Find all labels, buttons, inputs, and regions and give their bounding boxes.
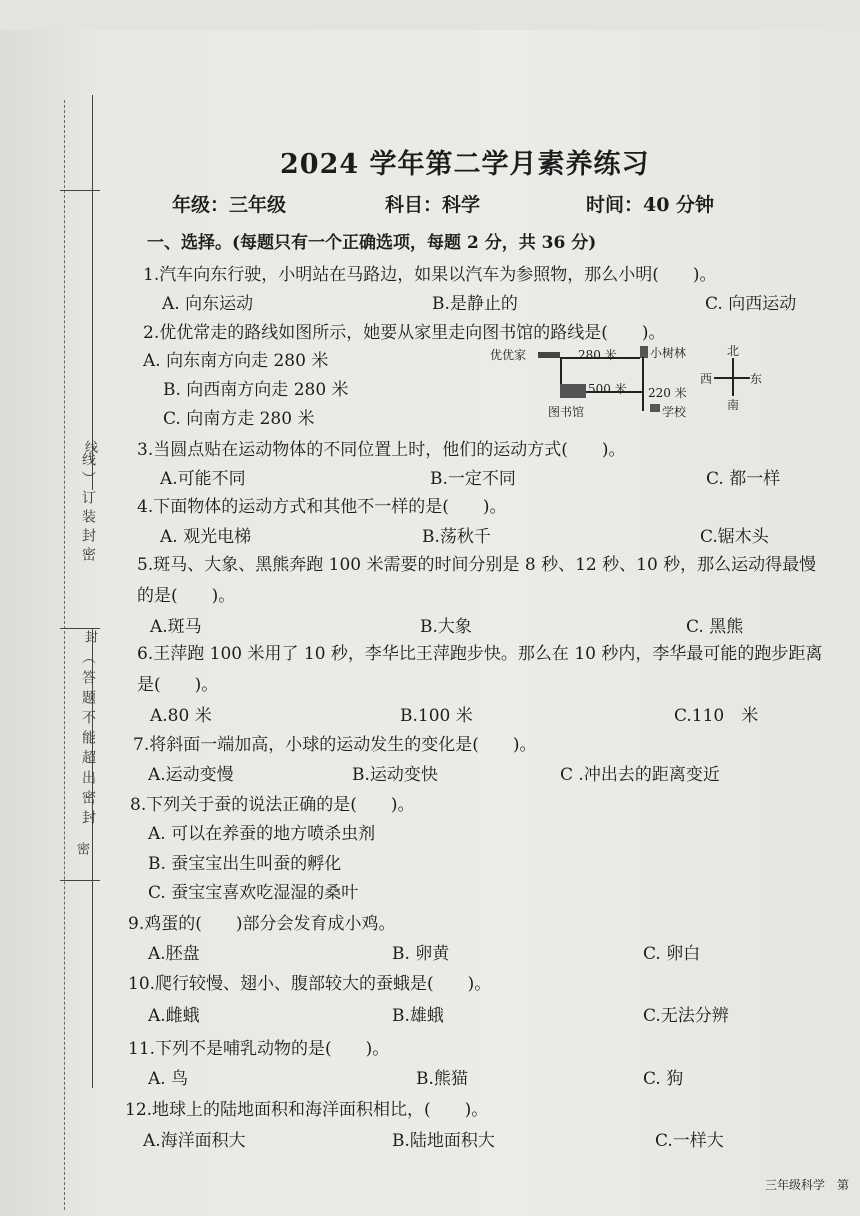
q6-option-b: B.100 米 [400, 706, 473, 726]
question-2: 2.优优常走的路线如图所示，她要从家里走向图书馆的路线是( )。 [143, 323, 666, 343]
margin-tick [60, 628, 100, 629]
q5-option-b: B.大象 [420, 617, 472, 637]
q9-option-a: A.胚盘 [148, 944, 200, 964]
route-down [642, 357, 644, 411]
house-icon [538, 352, 560, 358]
q10-option-c: C.无法分辨 [643, 1006, 729, 1026]
q8-option-c: C. 蚕宝宝喜欢吃湿湿的桑叶 [148, 883, 359, 903]
q10-option-a: A.雌蛾 [148, 1006, 200, 1026]
q9-option-b: B. 卵黄 [392, 944, 450, 964]
library-icon [560, 384, 586, 398]
q6-option-a: A.80 米 [150, 706, 212, 726]
q2-option-a: A. 向东南方向走 280 米 [143, 351, 329, 371]
grade-label: 年级：三年级 [172, 194, 287, 216]
page-footer: 三年级科学 第 [765, 1178, 850, 1192]
map-school-label: 学校 [662, 405, 687, 419]
q6-option-c: C.110 米 [674, 706, 759, 726]
margin-tick [60, 190, 100, 191]
q10-option-b: B.雄蛾 [392, 1006, 444, 1026]
q9-option-c: C. 卵白 [643, 944, 701, 964]
q12-option-a: A.海洋面积大 [143, 1131, 246, 1151]
question-6: 6.王萍跑 100 米用了 10 秒，李华比王萍跑步快。那么在 10 秒内，李华最可能的跑步距离是( )。 [137, 644, 823, 695]
q1-option-a: A. 向东运动 [162, 294, 254, 314]
map-library-label: 图书馆 [548, 405, 585, 419]
margin-line-top [92, 95, 93, 490]
question-10: 10.爬行较慢、翅小、腹部较大的蚕蛾是( )。 [128, 974, 492, 994]
subject-label: 科目：科学 [385, 194, 481, 216]
q7-option-b: B.运动变快 [352, 765, 438, 785]
q11-option-b: B.熊猫 [416, 1069, 468, 1089]
q8-option-a: A. 可以在养蚕的地方喷杀虫剂 [148, 824, 376, 844]
q4-option-a: A. 观光电梯 [160, 527, 252, 547]
compass-ew-axis [714, 377, 750, 379]
compass-east: 东 [750, 372, 763, 386]
q8-option-b: B. 蚕宝宝出生叫蚕的孵化 [148, 854, 342, 874]
time-label: 时间：40 分钟 [586, 194, 715, 216]
margin-label-seal: 封 [82, 630, 97, 643]
question-1: 1.汽车向东行驶，小明站在马路边，如果以汽车为参照物，那么小明( )。 [143, 265, 717, 285]
question-4: 4.下面物体的运动方式和其他不一样的是( )。 [137, 497, 507, 517]
binding-margin [0, 0, 110, 1216]
map-distance-500: 500 米 [588, 382, 627, 396]
question-8: 8.下列关于蚕的说法正确的是( )。 [130, 795, 415, 815]
question-9: 9.鸡蛋的( )部分会发育成小鸡。 [128, 914, 396, 934]
map-distance-280: 280 米 [578, 348, 617, 362]
map-home-label: 优优家 [490, 348, 527, 362]
school-icon [650, 404, 660, 412]
margin-label-secret: 密 [74, 842, 89, 855]
question-3: 3.当圆点贴在运动物体的不同位置上时，他们的运动方式( )。 [137, 440, 626, 460]
q5-option-a: A.斑马 [150, 617, 202, 637]
q12-option-b: B.陆地面积大 [392, 1131, 495, 1151]
q4-option-b: B.荡秋千 [422, 527, 491, 547]
q12-option-c: C.一样大 [655, 1131, 724, 1151]
q11-option-c: C. 狗 [643, 1069, 684, 1089]
question-5: 5.斑马、大象、黑熊奔跑 100 米需要的时间分别是 8 秒、12 秒、10 秒，那么运动得最慢的是( )。 [137, 555, 817, 606]
compass-north: 北 [727, 344, 740, 358]
q3-option-c: C. 都一样 [706, 469, 781, 489]
q3-option-a: A.可能不同 [160, 469, 246, 489]
margin-label-line: 线 [82, 440, 97, 453]
compass-south: 南 [727, 398, 740, 412]
seal-notice-text: （答题不能超出密封 [80, 650, 96, 830]
question-7: 7.将斜面一端加高，小球的运动发生的变化是( )。 [133, 735, 537, 755]
seal-line-text: 线）订装封密 [80, 452, 96, 566]
q7-option-a: A.运动变慢 [148, 765, 234, 785]
margin-dashed-line [64, 100, 65, 1210]
question-12: 12.地球上的陆地面积和海洋面积相比，( )。 [125, 1100, 489, 1120]
q1-option-b: B.是静止的 [432, 294, 518, 314]
route-map [486, 340, 776, 425]
q3-option-b: B.一定不同 [430, 469, 516, 489]
q5-option-c: C. 黑熊 [686, 617, 744, 637]
q7-option-c: C .冲出去的距离变近 [560, 765, 720, 785]
q1-option-c: C. 向西运动 [705, 294, 797, 314]
map-distance-220: 220 米 [648, 386, 687, 400]
compass-west: 西 [700, 372, 713, 386]
question-11: 11.下列不是哺乳动物的是( )。 [128, 1039, 390, 1059]
q4-option-c: C.锯木头 [700, 527, 769, 547]
page-title: 2024 学年第二学月素养练习 [280, 149, 650, 180]
margin-tick [60, 880, 100, 881]
q11-option-a: A. 鸟 [148, 1069, 189, 1089]
q2-option-b: B. 向西南方向走 280 米 [163, 380, 349, 400]
map-woods-label: 小树林 [650, 346, 687, 360]
q2-option-c: C. 向南方走 280 米 [163, 409, 315, 429]
section-heading: 一、选择。(每题只有一个正确选项，每题 2 分，共 36 分) [147, 233, 597, 253]
